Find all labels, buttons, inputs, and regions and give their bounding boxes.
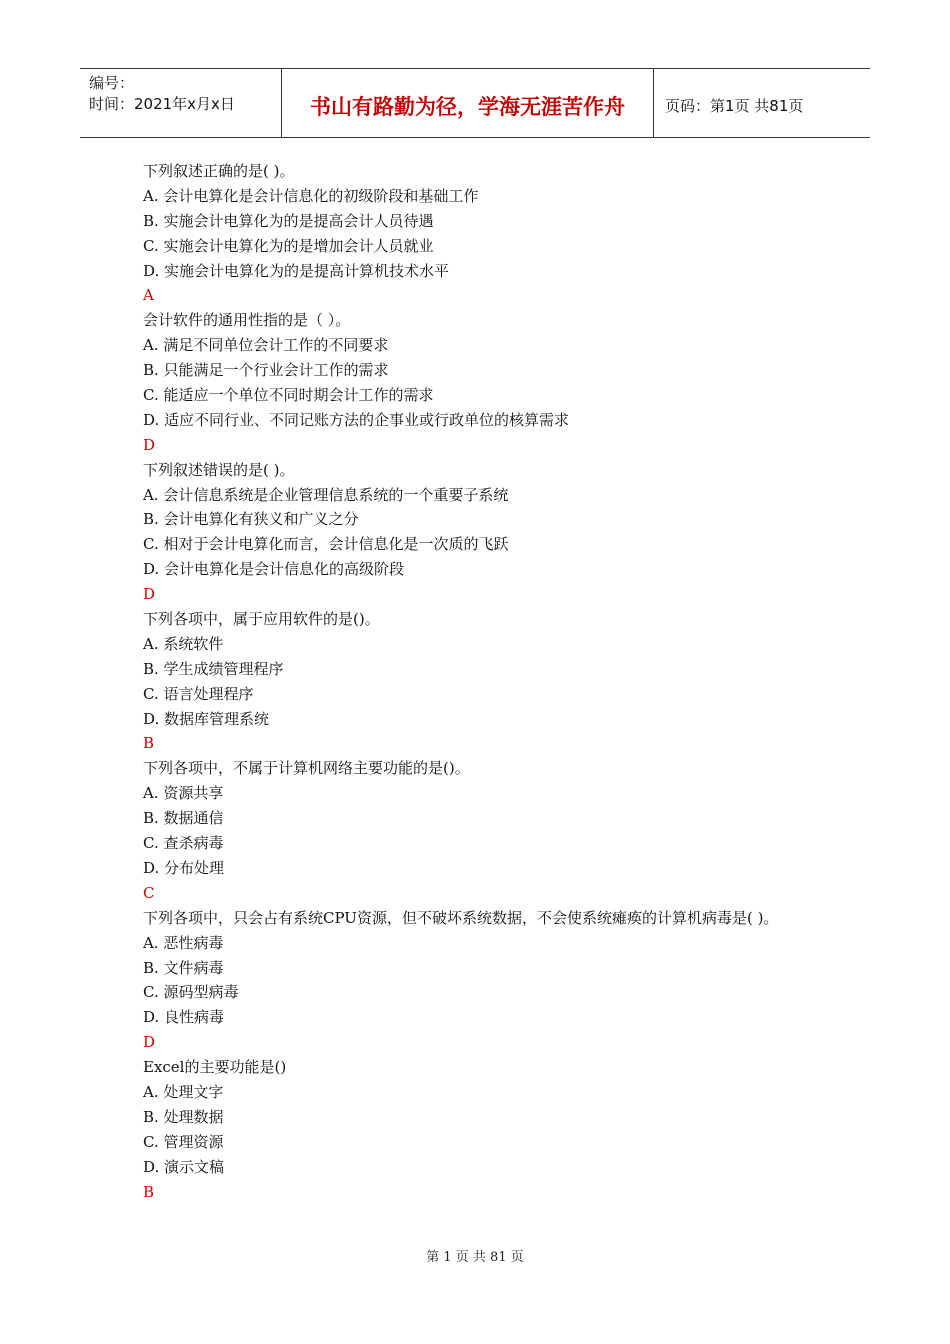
option-a: A. 恶性病毒 (143, 933, 224, 952)
option-b: B. 会计电算化有狭义和广义之分 (143, 510, 359, 529)
question-text: 下列叙述错误的是( )。 (143, 460, 295, 479)
header-page-info: 页码：第1页 共81页 (665, 96, 804, 115)
option-d: D. 良性病毒 (143, 1008, 225, 1027)
answer-key: D (143, 1033, 156, 1052)
option-a: A. 处理文字 (143, 1082, 224, 1101)
option-a: A. 系统软件 (143, 634, 224, 653)
answer-key: B (143, 1182, 155, 1201)
option-c: C. 源码型病毒 (143, 983, 239, 1002)
option-d: D. 数据库管理系统 (143, 709, 270, 728)
option-c: C. 查杀病毒 (143, 834, 224, 853)
option-b: B. 只能满足一个行业会计工作的需求 (143, 361, 389, 380)
page-footer: 第 1 页 共 81 页 (426, 1250, 524, 1265)
option-d: D. 分布处理 (143, 858, 225, 877)
header-motto-cell (282, 69, 654, 137)
option-d: D. 会计电算化是会计信息化的高级阶段 (143, 560, 405, 579)
question-text: Excel的主要功能是() (143, 1058, 287, 1077)
page-header (80, 68, 870, 138)
number-label: 编号： (89, 74, 135, 92)
option-a: A. 会计电算化是会计信息化的初级阶段和基础工作 (143, 186, 479, 205)
answer-key: D (143, 585, 156, 604)
question-text: 会计软件的通用性指的是（ ）。 (143, 311, 351, 330)
answer-key: A (143, 286, 154, 305)
answer-key: D (143, 435, 156, 454)
option-b: B. 学生成绩管理程序 (143, 659, 284, 678)
question-text: 下列各项中，不属于计算机网络主要功能的是()。 (143, 759, 470, 778)
option-b: B. 实施会计电算化为的是提高会计人员待遇 (143, 211, 434, 230)
time-label: 时间：2021年x月x日 (89, 95, 235, 113)
option-c: C. 相对于会计电算化而言，会计信息化是一次质的飞跃 (143, 535, 509, 554)
option-d: D. 适应不同行业、不同记账方法的企事业或行政单位的核算需求 (143, 410, 570, 429)
question-text: 下列叙述正确的是( )。 (143, 162, 295, 180)
option-a: A. 会计信息系统是企业管理信息系统的一个重要子系统 (143, 485, 509, 504)
answer-key: C (143, 883, 155, 902)
question-list (143, 159, 823, 1204)
option-c: C. 实施会计电算化为的是增加会计人员就业 (143, 236, 434, 255)
option-b: B. 处理数据 (143, 1107, 224, 1126)
option-d: D. 演示文稿 (143, 1157, 225, 1176)
option-c: C. 语言处理程序 (143, 684, 254, 703)
answer-key: B (143, 734, 155, 753)
option-c: C. 管理资源 (143, 1132, 224, 1151)
option-d: D. 实施会计电算化为的是提高计算机技术水平 (143, 261, 450, 280)
header-meta (80, 69, 282, 137)
option-b: B. 文件病毒 (143, 958, 224, 977)
option-a: A. 资源共享 (143, 784, 224, 803)
option-a: A. 满足不同单位会计工作的不同要求 (143, 336, 389, 355)
option-c: C. 能适应一个单位不同时期会计工作的需求 (143, 386, 434, 405)
question-text: 下列各项中，属于应用软件的是()。 (143, 610, 380, 629)
option-b: B. 数据通信 (143, 809, 224, 828)
header-motto: 书山有路勤为径，学海无涯苦作舟 (310, 95, 625, 119)
question-text: 下列各项中，只会占有系统CPU资源，但不破坏系统数据，不会使系统瘫痪的计算机病毒是( )。 (143, 908, 779, 927)
